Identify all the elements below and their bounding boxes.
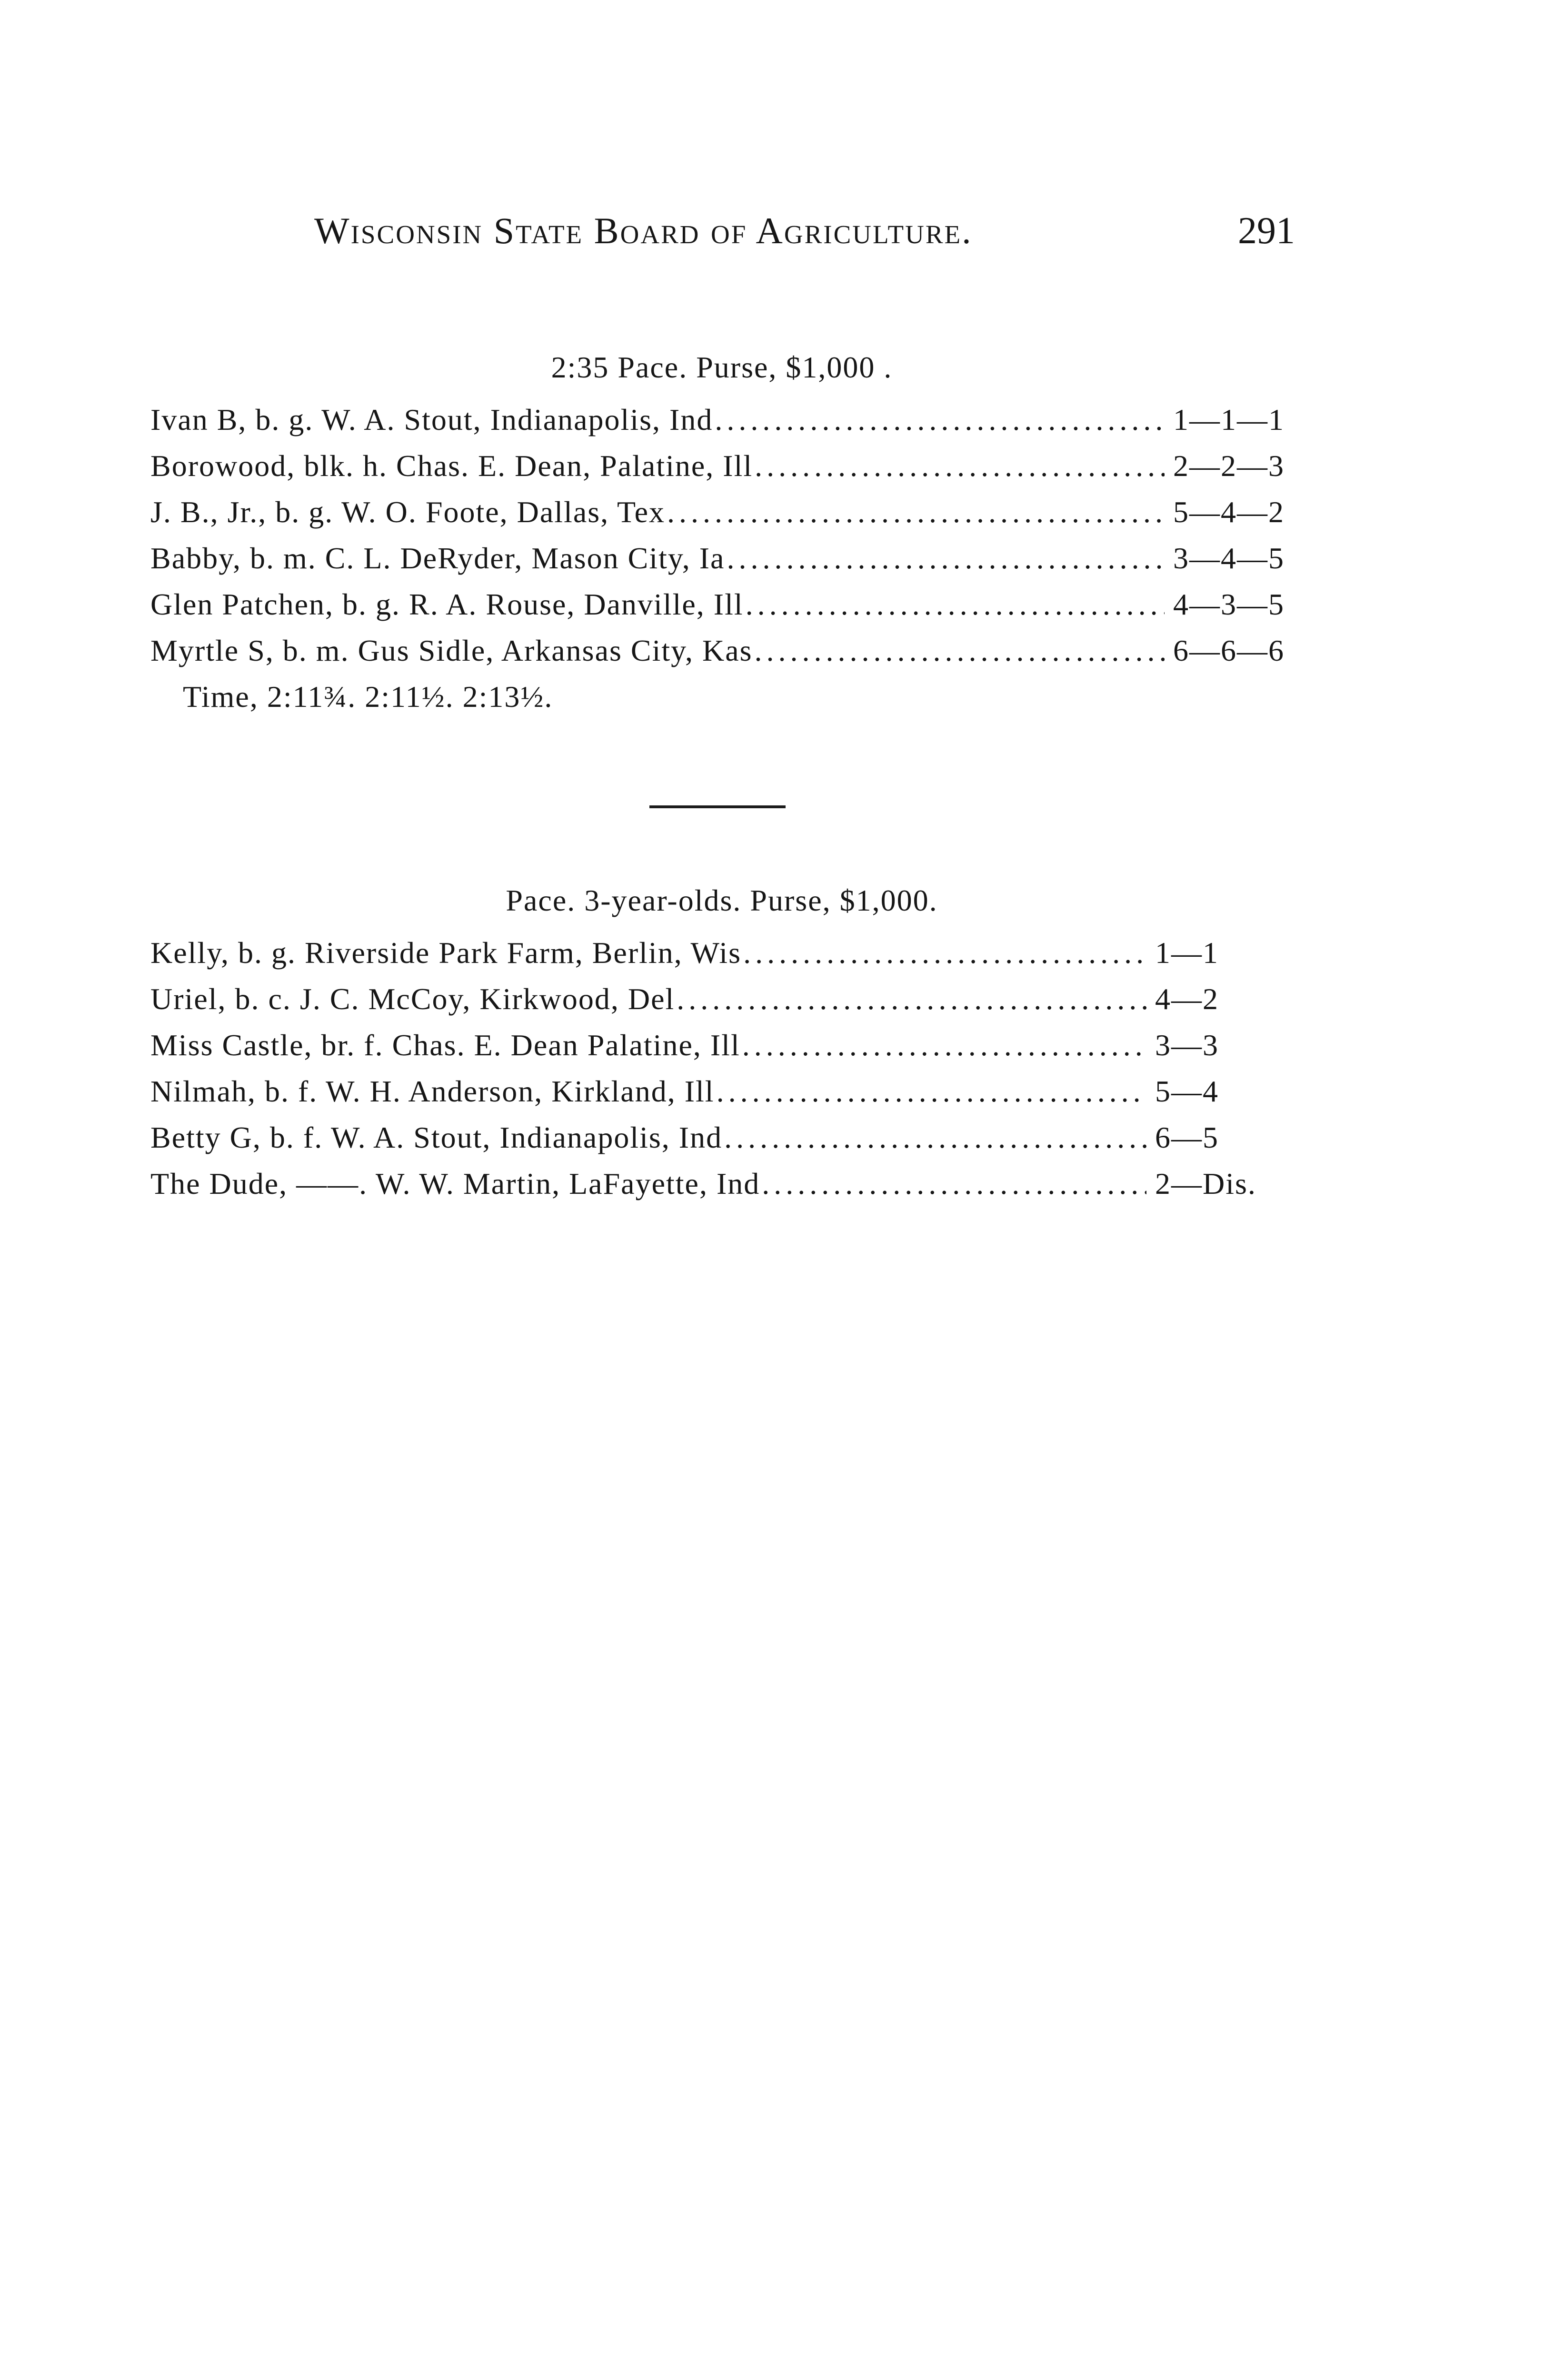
race-entry — [150, 495, 1293, 541]
entry-horse-owner: Babby, b. m. C. L. DeRyder, Mason City, Ia — [150, 541, 725, 575]
race-entry — [150, 587, 1293, 633]
dot-leader — [724, 1120, 1146, 1155]
entry-horse-owner: Glen Patchen, b. g. R. A. Rouse, Danville, Ill — [150, 587, 744, 621]
dot-leader — [742, 1028, 1146, 1063]
entry-horse-owner: Nilmah, b. f. W. H. Anderson, Kirkland, Ill — [150, 1074, 715, 1108]
entry-horse-owner: Kelly, b. g. Riverside Park Farm, Berlin, Wis — [150, 936, 742, 970]
page-number: 291 — [1238, 210, 1295, 252]
race-entry — [150, 1120, 1293, 1166]
dot-leader — [667, 495, 1165, 530]
race-section-3-year-olds — [150, 883, 1293, 1212]
entry-result: 3—3 — [1155, 1028, 1219, 1062]
dot-leader — [677, 982, 1146, 1017]
race-entry — [150, 402, 1293, 448]
race-entry — [150, 541, 1293, 587]
race-entry — [150, 935, 1293, 982]
race-entry — [150, 448, 1293, 495]
dot-leader — [717, 1074, 1146, 1109]
entry-horse-owner: Ivan B, b. g. W. A. Stout, Indianapolis, Ind — [150, 403, 713, 436]
dot-leader — [715, 402, 1165, 437]
entry-result: 2—Dis. — [1155, 1167, 1256, 1200]
entry-horse-owner: Miss Castle, br. f. Chas. E. Dean Palatine, Ill — [150, 1028, 740, 1062]
running-title: Wisconsin State Board of Agriculture. — [314, 210, 973, 251]
entry-result: 1—1—1 — [1173, 403, 1285, 436]
dot-leader — [727, 541, 1165, 576]
race-title: Pace. 3-year-olds. Purse, $1,000. — [506, 883, 938, 917]
race-entry — [150, 1028, 1293, 1074]
race-entry — [150, 1166, 1293, 1212]
race-section-2-35-pace — [150, 350, 1293, 725]
section-divider — [649, 805, 786, 808]
page-header — [314, 209, 1295, 262]
entry-result: 2—2—3 — [1173, 449, 1285, 483]
race-time: Time, 2:11¾. 2:11½. 2:13½. — [183, 680, 553, 714]
dot-leader — [755, 448, 1165, 484]
dot-leader — [746, 587, 1165, 622]
entry-horse-owner: J. B., Jr., b. g. W. O. Foote, Dallas, Tex — [150, 495, 666, 529]
entry-result: 6—6—6 — [1173, 634, 1285, 667]
entry-horse-owner: Borowood, blk. h. Chas. E. Dean, Palatine, Ill — [150, 449, 753, 483]
race-entry — [150, 982, 1293, 1028]
race-title: 2:35 Pace. Purse, $1,000 . — [551, 350, 893, 384]
entry-result: 5—4—2 — [1173, 495, 1285, 529]
entry-horse-owner: The Dude, ——. W. W. Martin, LaFayette, Ind — [150, 1167, 760, 1200]
entry-result: 3—4—5 — [1173, 541, 1285, 575]
entry-horse-owner: Uriel, b. c. J. C. McCoy, Kirkwood, Del — [150, 982, 675, 1016]
entry-result: 1—1 — [1155, 936, 1219, 970]
entry-result: 6—5 — [1155, 1121, 1219, 1154]
entry-horse-owner: Betty G, b. f. W. A. Stout, Indianapolis, Ind — [150, 1121, 723, 1154]
entry-horse-owner: Myrtle S, b. m. Gus Sidle, Arkansas City, Kas — [150, 634, 753, 667]
entry-result: 4—3—5 — [1173, 587, 1285, 621]
entry-result: 5—4 — [1155, 1074, 1219, 1108]
dot-leader — [755, 633, 1165, 668]
race-entry — [150, 633, 1293, 679]
entry-result: 4—2 — [1155, 982, 1219, 1016]
dot-leader — [743, 935, 1146, 971]
dot-leader — [762, 1166, 1146, 1201]
race-entry — [150, 1074, 1293, 1120]
